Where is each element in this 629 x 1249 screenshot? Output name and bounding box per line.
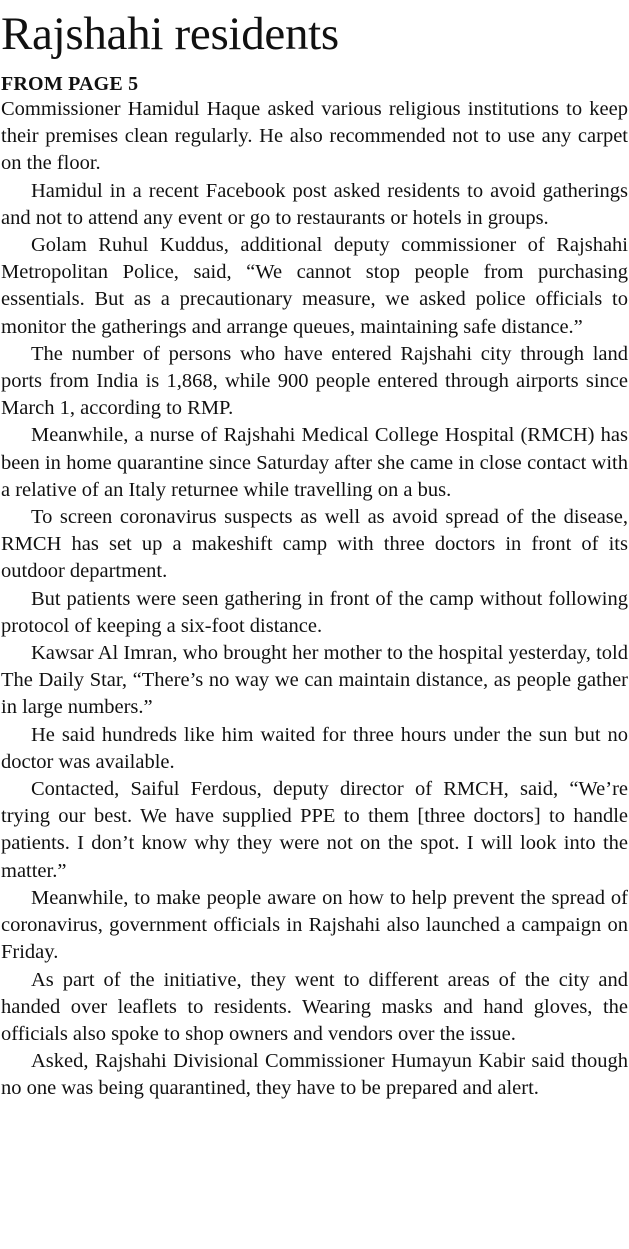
paragraph: He said hundreds like him waited for three hours under the sun but no doctor was available. — [1, 723, 628, 773]
paragraph: Asked, Rajshahi Divisional Commissioner Humayun Kabir said though no one was being quarantined, they have to be prepared and alert. — [1, 1050, 628, 1100]
paragraph: But patients were seen gathering in front of the camp without following protocol of keeping a six-foot distance. — [1, 587, 628, 637]
news-article — [1, 6, 628, 1103]
paragraph: Kawsar Al Imran, who brought her mother to the hospital yesterday, told The Daily Star, “There’s no way we can maintain distance, as people gather in large numbers.” — [1, 642, 628, 719]
jump-line: FROM PAGE 5 — [1, 73, 139, 95]
paragraph: Contacted, Saiful Ferdous, deputy director of RMCH, said, “We’re trying our best. We have supplied PPE to them [three doctors] to handle patients. I don’t know why they were not on the spot. I will look into the matter.” — [1, 778, 628, 882]
paragraph: Golam Ruhul Kuddus, additional deputy commissioner of Rajshahi Metropolitan Police, said, “We cannot stop people from purchasing essentials. But as a precautionary measure, we asked police officials to monitor the gatherings and arrange queues, maintaining safe distance.” — [1, 234, 628, 338]
paragraph: Meanwhile, a nurse of Rajshahi Medical College Hospital (RMCH) has been in home quarantine since Saturday after she came in close contact with a relative of an Italy returnee while travelling on a bus. — [1, 424, 628, 501]
paragraph: To screen coronavirus suspects as well as avoid spread of the disease, RMCH has set up a makeshift camp with three doctors in front of its outdoor department. — [1, 506, 628, 583]
paragraph: Meanwhile, to make people aware on how to help prevent the spread of coronavirus, government officials in Rajshahi also launched a campaign on Friday. — [1, 886, 628, 964]
paragraph: Commissioner Hamidul Haque asked various religious institutions to keep their premises clean regularly. He also recommended not to use any carpet on the floor. — [1, 98, 628, 175]
paragraph: Hamidul in a recent Facebook post asked residents to avoid gatherings and not to attend any event or go to restaurants or hotels in groups. — [1, 179, 628, 229]
article-headline: Rajshahi residents — [1, 8, 339, 60]
paragraph: As part of the initiative, they went to different areas of the city and handed over leaflets to residents. Wearing masks and hand gloves, the officials also spoke to shop owners and vendors over the issue. — [1, 968, 628, 1045]
paragraph: The number of persons who have entered Rajshahi city through land ports from India is 1,868, while 900 people entered through airports since March 1, according to RMP. — [1, 342, 628, 420]
article-body — [1, 96, 628, 1103]
